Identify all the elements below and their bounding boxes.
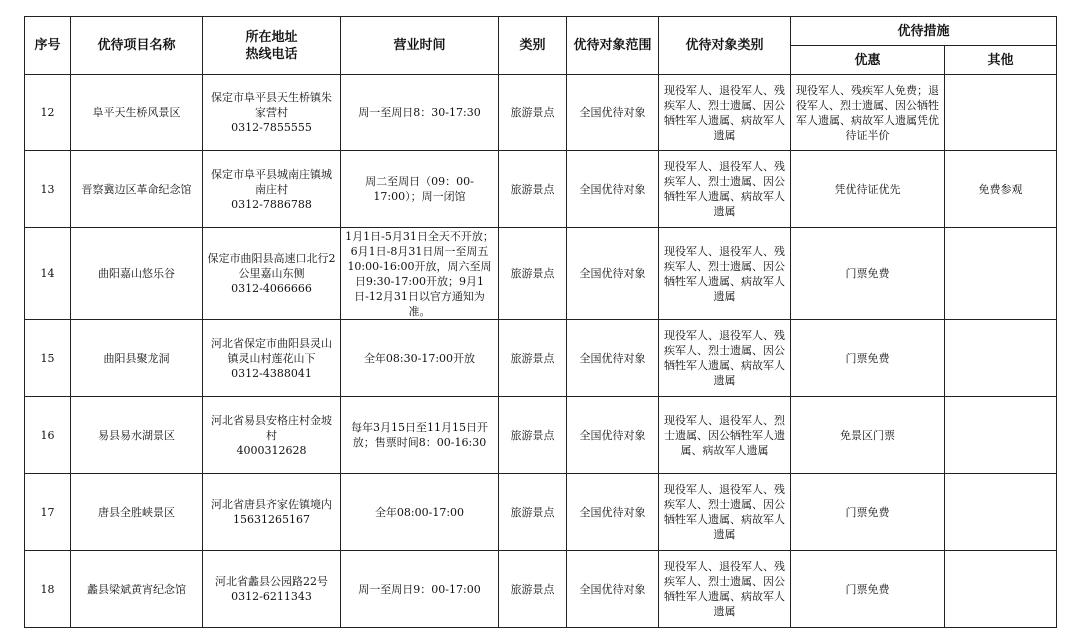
address-phone: 保定市阜平县城南庄镇城南庄村 0312-7886788 — [203, 151, 341, 228]
address-phone: 河北省保定市曲阳县灵山镇灵山村莲花山下 0312-4388041 — [203, 320, 341, 397]
opening-hours: 周一至周日8：30-17:30 — [341, 75, 499, 151]
attraction-name: 晋察冀边区革命纪念馆 — [71, 151, 203, 228]
row-number: 14 — [25, 228, 71, 320]
attraction-type: 旅游景点 — [499, 397, 567, 474]
discount-measure: 免景区门票 — [791, 397, 945, 474]
address-phone: 河北省唐县齐家佐镇境内 15631265167 — [203, 474, 341, 551]
table-row — [25, 551, 1057, 628]
row-number: 16 — [25, 397, 71, 474]
table-row — [25, 151, 1057, 228]
discount-measure: 现役军人、残疾军人免费；退役军人、烈士遗属、因公牺牲军人遗属、病故军人遗属凭优待证半价 — [791, 75, 945, 151]
attraction-name: 曲阳嘉山悠乐谷 — [71, 228, 203, 320]
attraction-type: 旅游景点 — [499, 551, 567, 628]
attraction-name: 曲阳县聚龙洞 — [71, 320, 203, 397]
eligible-categories: 现役军人、退役军人、残疾军人、烈士遗属、因公牺牲军人遗属、病故军人遗属 — [659, 228, 791, 320]
address-phone: 保定市阜平县天生桥镇朱家营村 0312-7855555 — [203, 75, 341, 151]
attraction-name: 易县易水湖景区 — [71, 397, 203, 474]
header-measures: 优待措施 — [791, 17, 1057, 46]
eligible-categories: 现役军人、退役军人、残疾军人、烈士遗属、因公牺牲军人遗属、病故军人遗属 — [659, 551, 791, 628]
other-measure — [945, 397, 1057, 474]
address-phone: 保定市曲阳县高速口北行2公里嘉山东侧 0312-4066666 — [203, 228, 341, 320]
eligible-scope: 全国优待对象 — [567, 551, 659, 628]
eligible-scope: 全国优待对象 — [567, 75, 659, 151]
header-name: 优待项目名称 — [71, 17, 203, 75]
table-row — [25, 320, 1057, 397]
eligible-scope: 全国优待对象 — [567, 228, 659, 320]
header-no: 序号 — [25, 17, 71, 75]
attraction-type: 旅游景点 — [499, 228, 567, 320]
header-type: 类别 — [499, 17, 567, 75]
eligible-categories: 现役军人、退役军人、烈士遗属、因公牺牲军人遗属、病故军人遗属 — [659, 397, 791, 474]
address-phone: 河北省易县安格庄村金坡村 4000312628 — [203, 397, 341, 474]
discount-measure: 凭优待证优先 — [791, 151, 945, 228]
other-measure — [945, 551, 1057, 628]
table-row — [25, 228, 1057, 320]
preferential-treatment-table — [24, 16, 1057, 628]
eligible-categories: 现役军人、退役军人、残疾军人、烈士遗属、因公牺牲军人遗属、病故军人遗属 — [659, 320, 791, 397]
attraction-type: 旅游景点 — [499, 151, 567, 228]
discount-measure: 门票免费 — [791, 551, 945, 628]
discount-measure: 门票免费 — [791, 474, 945, 551]
opening-hours: 周一至周日9：00-17:00 — [341, 551, 499, 628]
other-measure — [945, 228, 1057, 320]
address-phone: 河北省蠡县公园路22号 0312-6211343 — [203, 551, 341, 628]
eligible-categories: 现役军人、退役军人、残疾军人、烈士遗属、因公牺牲军人遗属、病故军人遗属 — [659, 75, 791, 151]
other-measure — [945, 474, 1057, 551]
row-number: 17 — [25, 474, 71, 551]
opening-hours: 1月1日-5月31日全天不开放；6月1日-8月31日周一至周五10:00-16:00开放，周六至周日9:30-17:00开放；9月1日-12月31日以官方通知为准。 — [341, 228, 499, 320]
opening-hours: 周二至周日（09：00-17:00）；周一闭馆 — [341, 151, 499, 228]
eligible-scope: 全国优待对象 — [567, 397, 659, 474]
eligible-categories: 现役军人、退役军人、残疾军人、烈士遗属、因公牺牲军人遗属、病故军人遗属 — [659, 151, 791, 228]
attraction-name: 唐县全胜峡景区 — [71, 474, 203, 551]
header-category: 优待对象类别 — [659, 17, 791, 75]
header-other: 其他 — [945, 46, 1057, 75]
discount-measure: 门票免费 — [791, 320, 945, 397]
table-row — [25, 474, 1057, 551]
row-number: 12 — [25, 75, 71, 151]
header-hours: 营业时间 — [341, 17, 499, 75]
table-row — [25, 397, 1057, 474]
attraction-name: 蠡县梁斌黄宵纪念馆 — [71, 551, 203, 628]
opening-hours: 每年3月15日至11月15日开放；售票时间8：00-16:30 — [341, 397, 499, 474]
attraction-name: 阜平天生桥风景区 — [71, 75, 203, 151]
table-row — [25, 75, 1057, 151]
header-range: 优待对象范围 — [567, 17, 659, 75]
discount-measure: 门票免费 — [791, 228, 945, 320]
attraction-type: 旅游景点 — [499, 474, 567, 551]
row-number: 13 — [25, 151, 71, 228]
attraction-type: 旅游景点 — [499, 320, 567, 397]
header-address: 所在地址 热线电话 — [203, 17, 341, 75]
other-measure: 免费参观 — [945, 151, 1057, 228]
header-discount: 优惠 — [791, 46, 945, 75]
eligible-categories: 现役军人、退役军人、残疾军人、烈士遗属、因公牺牲军人遗属、病故军人遗属 — [659, 474, 791, 551]
row-number: 15 — [25, 320, 71, 397]
other-measure — [945, 320, 1057, 397]
eligible-scope: 全国优待对象 — [567, 151, 659, 228]
eligible-scope: 全国优待对象 — [567, 320, 659, 397]
other-measure — [945, 75, 1057, 151]
eligible-scope: 全国优待对象 — [567, 474, 659, 551]
opening-hours: 全年08:00-17:00 — [341, 474, 499, 551]
row-number: 18 — [25, 551, 71, 628]
opening-hours: 全年08:30-17:00开放 — [341, 320, 499, 397]
attraction-type: 旅游景点 — [499, 75, 567, 151]
